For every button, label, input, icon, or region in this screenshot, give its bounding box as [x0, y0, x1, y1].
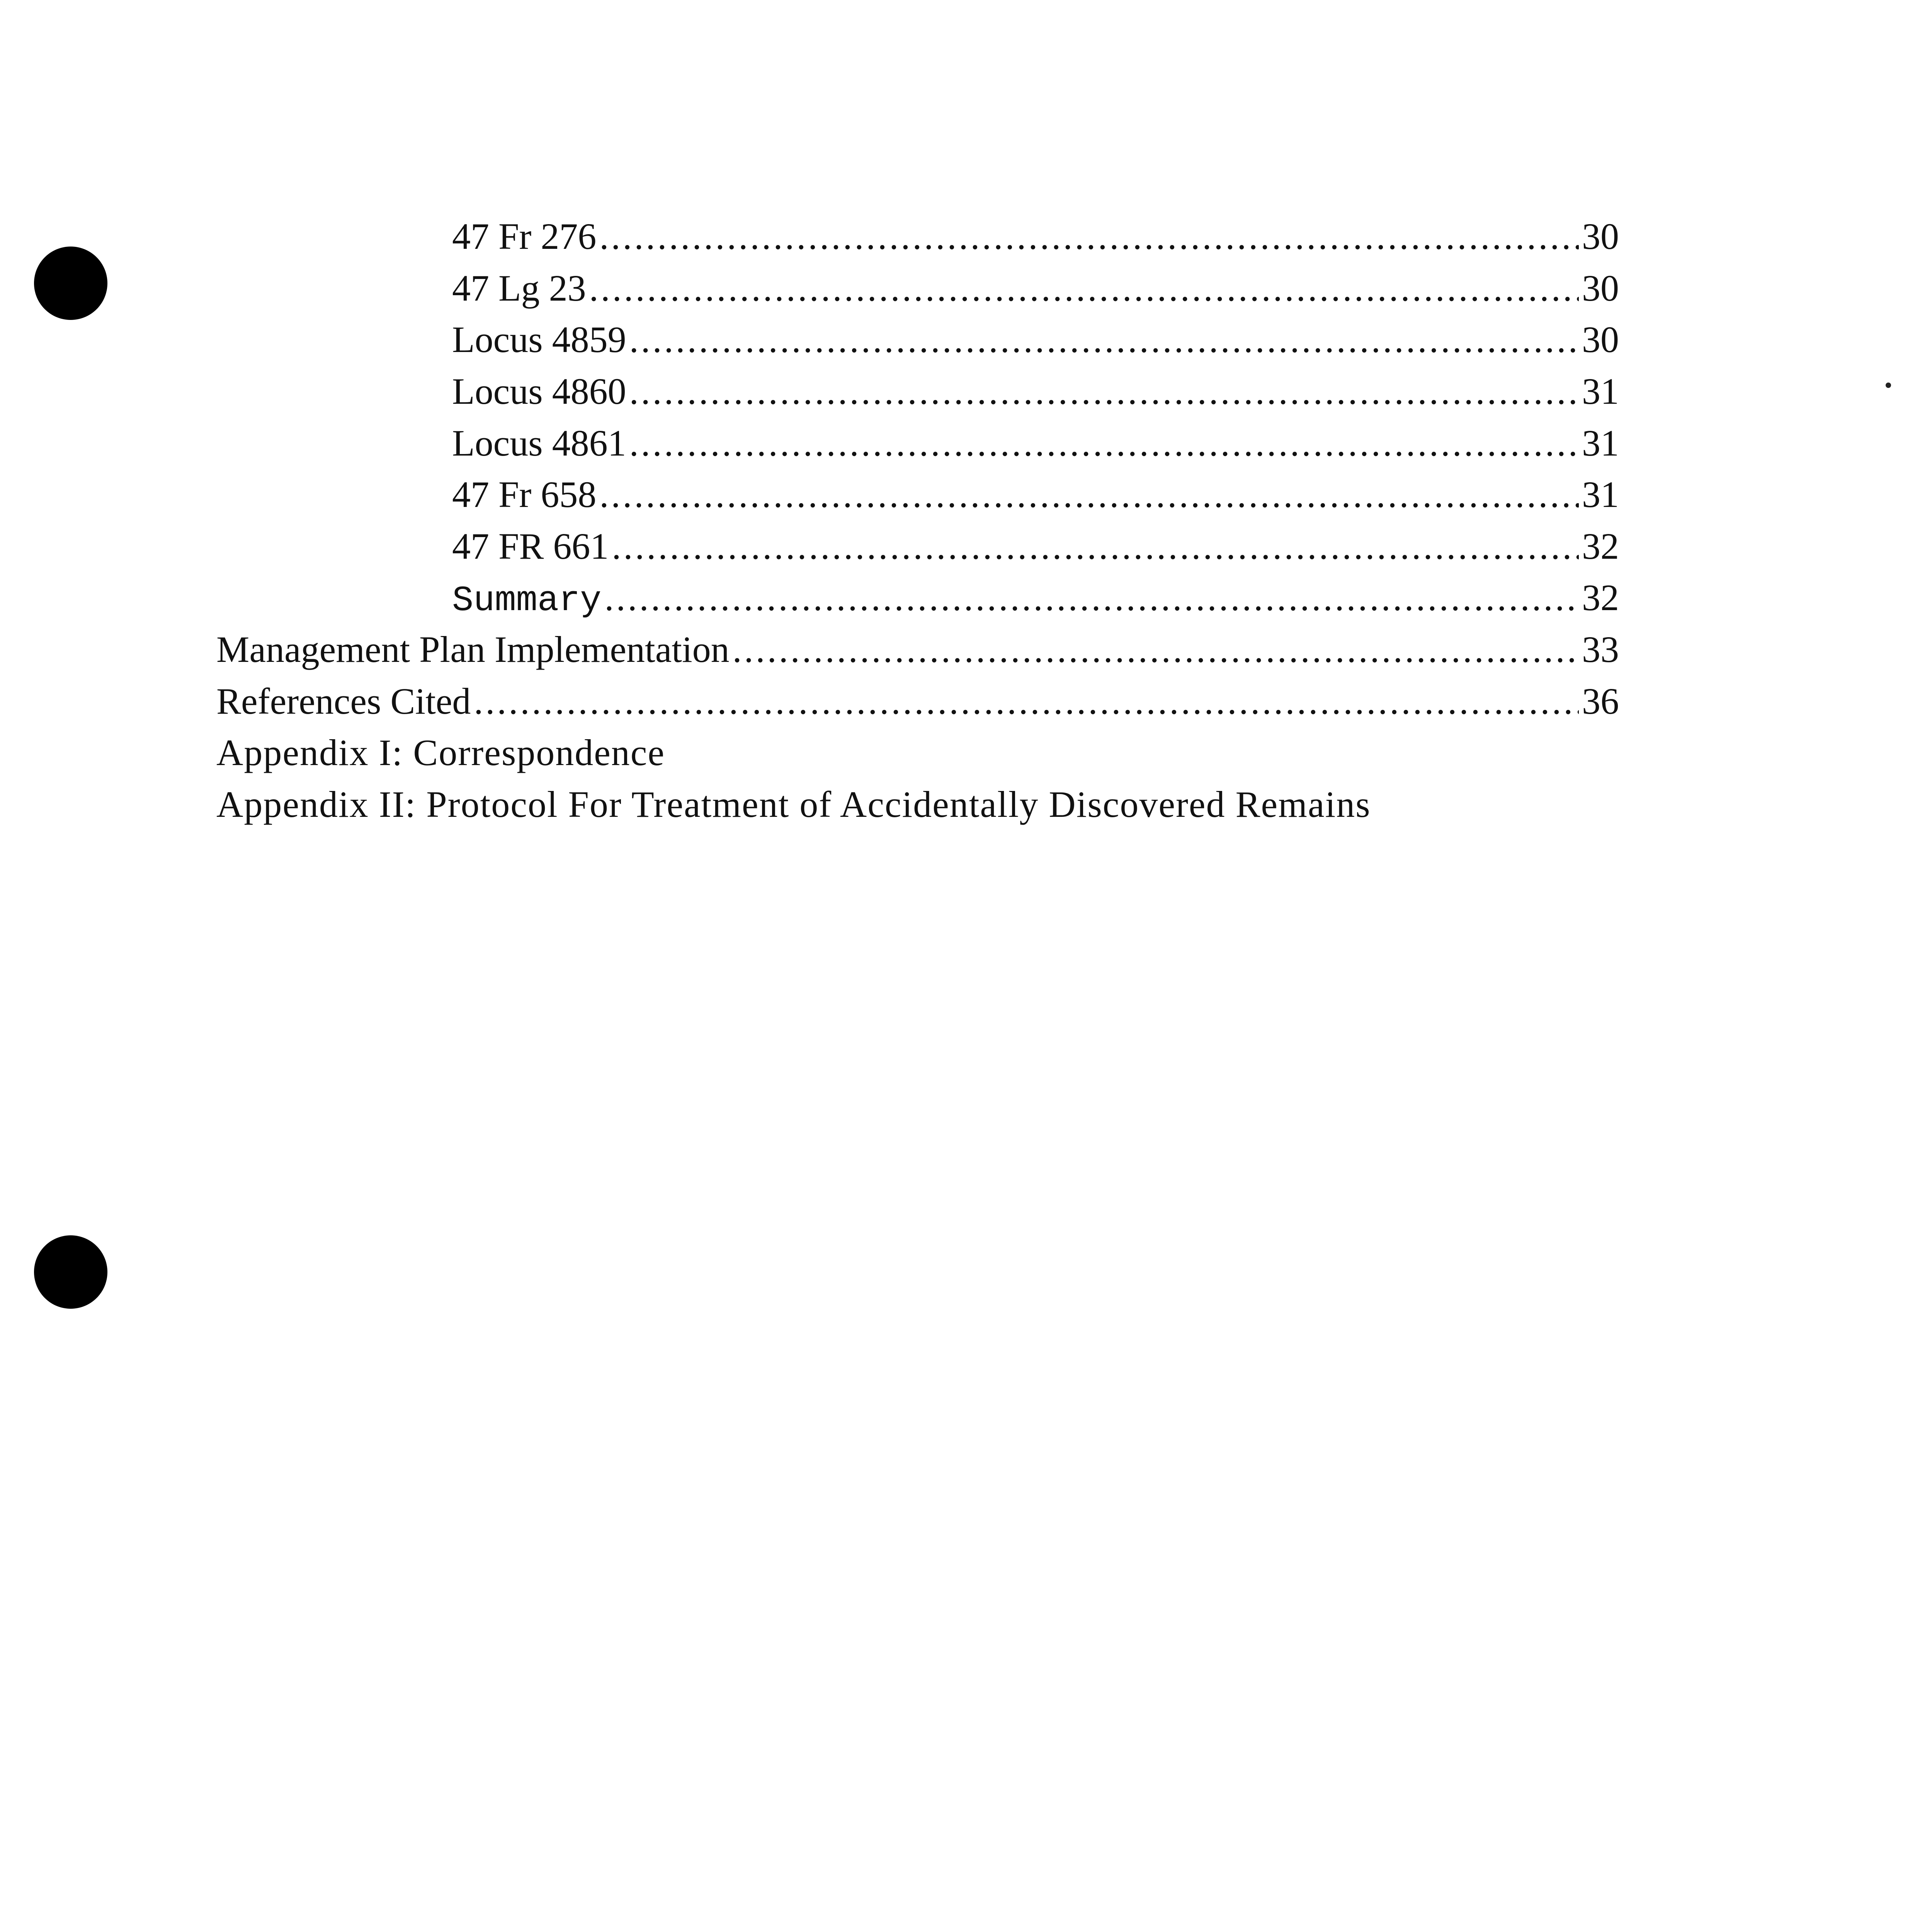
toc-entry-page: 31: [1582, 422, 1619, 464]
toc-entry-label: Summary: [452, 580, 602, 621]
toc-entry-label: 47 FR 661: [452, 526, 609, 567]
toc-appendix-label: Appendix I: Correspondence: [216, 732, 665, 773]
toc-dot-leader: [612, 520, 1579, 572]
toc-entry-page: 32: [1582, 526, 1619, 567]
toc-entry-label: 47 Fr 658: [452, 474, 597, 515]
toc-entry-page: 36: [1582, 680, 1619, 722]
toc-entry[interactable]: [452, 314, 1619, 366]
toc-entry-label: References Cited: [216, 680, 471, 722]
toc-entry-label: Locus 4859: [452, 319, 626, 360]
toc-entry-page: 30: [1582, 216, 1619, 257]
binder-hole-middle: [34, 1235, 107, 1309]
toc-dot-leader: [629, 314, 1579, 366]
toc-entry[interactable]: [452, 211, 1619, 262]
toc-appendix[interactable]: [216, 727, 1607, 779]
toc-entry-label: Locus 4861: [452, 422, 626, 464]
scan-speck: [1886, 383, 1891, 388]
toc-entry[interactable]: [452, 417, 1619, 469]
toc-appendix[interactable]: [216, 779, 1607, 830]
toc-dot-leader: [589, 262, 1579, 314]
toc-dot-leader: [733, 624, 1579, 675]
toc-entry-label: 47 Fr 276: [452, 216, 597, 257]
toc-entry-page: 30: [1582, 319, 1619, 360]
toc-dot-leader: [599, 469, 1579, 520]
toc-entry-label: Locus 4860: [452, 371, 626, 412]
toc-entry[interactable]: [452, 366, 1619, 417]
toc-dot-leader: [474, 675, 1579, 727]
toc-entry-page: 32: [1582, 577, 1619, 618]
toc-dot-leader: [604, 572, 1579, 624]
toc-entry[interactable]: [452, 572, 1619, 624]
toc-entry-page: 33: [1582, 629, 1619, 670]
toc-entry-page: 31: [1582, 371, 1619, 412]
toc-entry[interactable]: [452, 262, 1619, 314]
toc-entry-page: 31: [1582, 474, 1619, 515]
toc-entry-label: 47 Lg 23: [452, 267, 586, 309]
toc-dot-leader: [629, 417, 1579, 469]
toc-entry[interactable]: [216, 675, 1619, 727]
toc-dot-leader: [599, 211, 1579, 262]
toc-entry-page: 30: [1582, 267, 1619, 309]
toc-entry-label: Management Plan Implementation: [216, 629, 730, 670]
toc-appendix-label: Appendix II: Protocol For Treatment of Accidentally Discovered Remains: [216, 784, 1371, 825]
toc-entry[interactable]: [216, 624, 1619, 675]
toc-entry[interactable]: [452, 520, 1619, 572]
toc-dot-leader: [629, 366, 1579, 417]
toc-entry[interactable]: [452, 469, 1619, 520]
binder-hole-top: [34, 247, 107, 320]
